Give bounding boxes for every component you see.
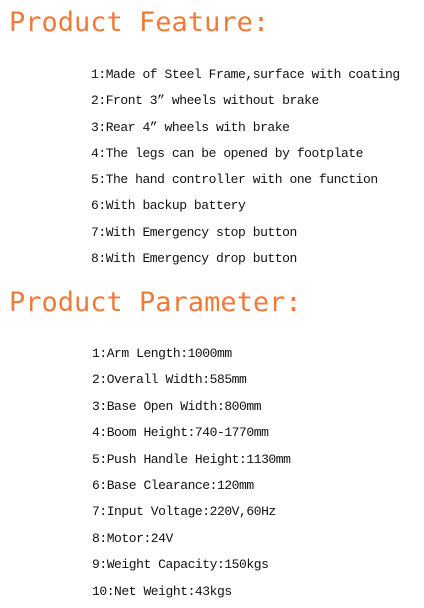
feature-item: 1:Made of Steel Frame,surface with coating [91, 67, 400, 82]
feature-item: 8:With Emergency drop button [91, 251, 297, 267]
parameter-item: 6:Base Clearance:120mm [92, 477, 254, 493]
parameter-item: 2:Overall Width:585mm [92, 372, 247, 388]
parameter-list [92, 341, 290, 605]
parameter-item: 7:Input Voltage:220V,60Hz [92, 504, 276, 520]
parameter-item: 5:Push Handle Height:1130mm [92, 451, 291, 467]
parameter-item: 4:Boom Height:740-1770mm [92, 425, 269, 441]
parameter-item: 10:Net Weight:43kgs [92, 583, 232, 599]
feature-item: 6:With backup battery [91, 198, 246, 214]
feature-item: 5:The hand controller with one function [91, 172, 378, 188]
parameter-item: 8:Motor:24V [92, 530, 173, 546]
parameter-item: 3:Base Open Width:800mm [92, 398, 262, 414]
feature-item: 4:The legs can be opened by footplate [91, 145, 363, 161]
parameter-item: 1:Arm Length:1000mm [92, 346, 232, 361]
product-parameter-heading: Product Parameter: [9, 287, 302, 318]
parameter-item: 9:Weight Capacity:150kgs [92, 557, 269, 573]
feature-item: 2:Front 3” wheels without brake [91, 93, 319, 109]
feature-list [91, 62, 400, 272]
product-feature-heading: Product Feature: [9, 7, 270, 38]
feature-item: 7:With Emergency stop button [91, 224, 297, 240]
feature-item: 3:Rear 4” wheels with brake [91, 119, 290, 135]
